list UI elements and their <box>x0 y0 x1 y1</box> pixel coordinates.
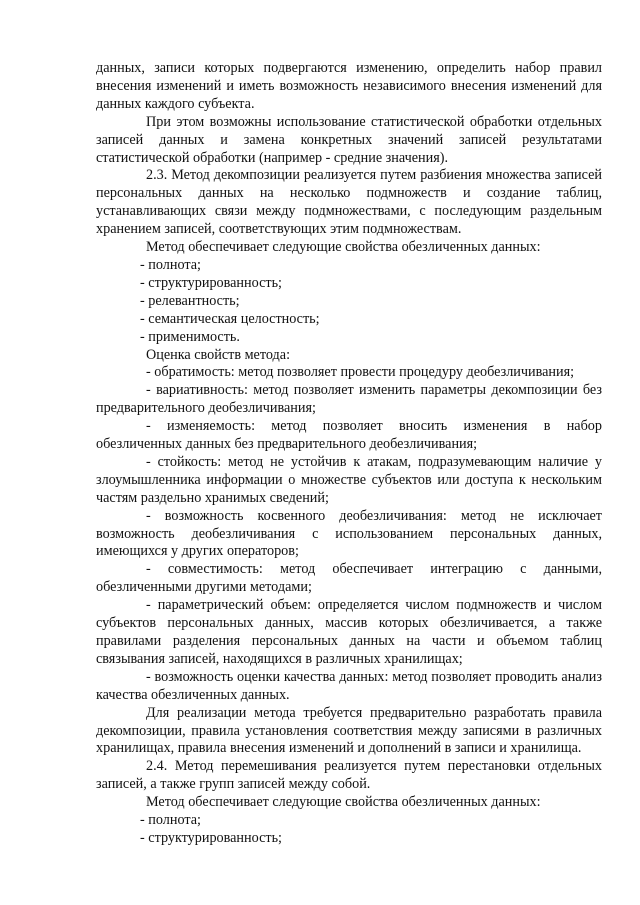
paragraph-properties-intro: Метод обеспечивает следующие свойства обезличенных данных: <box>146 239 541 256</box>
list-item: - полнота; <box>140 256 201 273</box>
paragraph-statistical-processing: При этом возможны использование статистической обработки отдельных записей данных и замена конкретных значений записей результатами статистической обработки (например - средние значения). <box>96 113 602 166</box>
evaluation-item: - вариативность: метод позволяет изменить параметры декомпозиции без предварительного деобезличивания; <box>96 382 602 417</box>
paragraph-decomposition-method: 2.3. Метод декомпозиции реализуется путем разбиения множества записей персональных данных на несколько подмножеств и создание таблиц, устанавливающих связи между подмножествами, с последующим раздельным хранением записей, соответствующих этим подмножествам. <box>96 167 602 238</box>
paragraph-shuffling-method: 2.4. Метод перемешивания реализуется путем перестановки отдельных записей, а также групп записей между собой. <box>96 758 602 793</box>
list-item: - структурированность; <box>140 829 282 846</box>
evaluation-item: - совместимость: метод обеспечивает интеграцию с данными, обезличенными другими методами; <box>96 561 602 596</box>
evaluation-item: - параметрический объем: определяется числом подмножеств и числом субъектов персональных данных, массив которых обезличивается, а также правилами разделения персональных данных на части и объемом таблиц связывания записей, находящихся в различных хранилищах; <box>96 597 602 667</box>
paragraph-properties-intro: Метод обеспечивает следующие свойства обезличенных данных: <box>146 794 541 811</box>
document-page <box>96 60 602 848</box>
list-item: - структурированность; <box>140 274 282 291</box>
paragraph-continuation: данных, записи которых подвергаются изменению, определить набор правил внесения изменений и иметь возможность независимого внесения изменений для данных каждого субъекта. <box>96 60 602 112</box>
evaluation-item: - стойкость: метод не устойчив к атакам, подразумевающим наличие у злоумышленника информации о множестве субъектов или доступа к нескольким частям раздельно хранимых сведений; <box>96 453 602 506</box>
list-item: - семантическая целостность; <box>140 310 320 327</box>
evaluation-item: - возможность косвенного деобезличивания: метод не исключает возможность деобезличивания с использованием персональных данных, имеющихся у других операторов; <box>96 507 602 560</box>
evaluation-item: - возможность оценки качества данных: метод позволяет проводить анализ качества обезличенных данных. <box>96 668 602 703</box>
evaluation-item: - обратимость: метод позволяет провести процедуру деобезличивания; <box>146 364 575 381</box>
paragraph-method-evaluation: Оценка свойств метода: <box>146 346 291 363</box>
evaluation-item: - изменяемость: метод позволяет вносить изменения в набор обезличенных данных без предварительного деобезличивания; <box>96 418 602 453</box>
paragraph-implementation-requirements: Для реализации метода требуется предварительно разработать правила декомпозиции, правила установления соответствия между записями в различных хранилищах, правила внесения изменений и дополнений в записи и хранилища. <box>96 704 602 757</box>
list-item: - применимость. <box>140 328 240 345</box>
list-item: - полнота; <box>140 812 201 829</box>
list-item: - релевантность; <box>140 292 240 309</box>
